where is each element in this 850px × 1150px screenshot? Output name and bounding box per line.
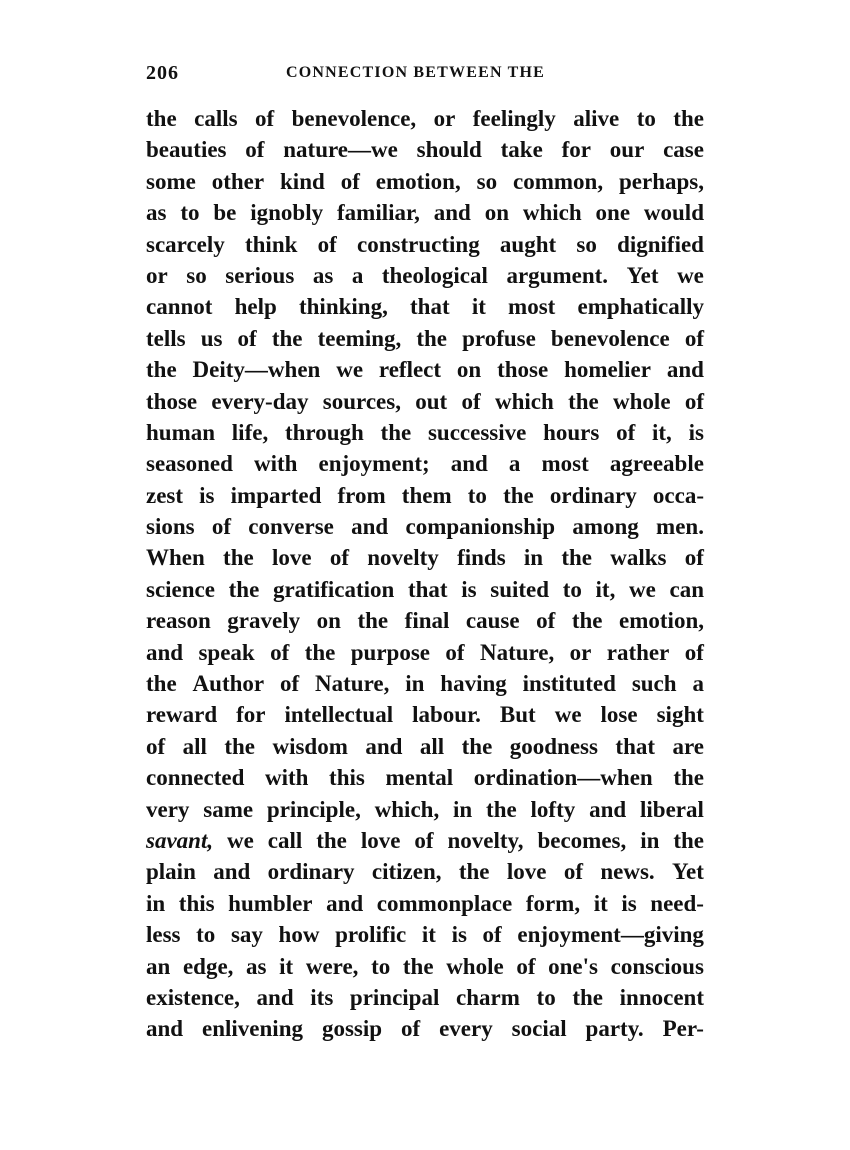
page-number: 206: [146, 62, 179, 84]
text-line: sions of converse and companionship among men.: [146, 514, 704, 540]
text-line: the Deity—when we reflect on those homelier and: [146, 357, 704, 383]
body-text: [146, 103, 704, 1045]
text-line: savant, we call the love of novelty, becomes, in the: [146, 827, 704, 853]
text-line: and speak of the purpose of Nature, or rather of: [146, 639, 704, 665]
page-header: [146, 62, 566, 90]
text-line: zest is imparted from them to the ordinary occa-: [146, 482, 704, 508]
text-line: in this humbler and commonplace form, it is need-: [146, 890, 704, 916]
text-line: less to say how prolific it is of enjoyment—giving: [146, 922, 704, 948]
text-line: the calls of benevolence, or feelingly alive to the: [146, 106, 704, 131]
text-line: plain and ordinary citizen, the love of news. Yet: [146, 859, 704, 885]
text-line: cannot help thinking, that it most emphatically: [146, 294, 704, 320]
text-line: connected with this mental ordination—when the: [146, 765, 704, 791]
running-head: CONNECTION BETWEEN THE: [286, 64, 546, 81]
text-line: beauties of nature—we should take for our case: [146, 137, 704, 163]
text-line: reason gravely on the final cause of the emotion,: [146, 608, 704, 634]
text-line: those every-day sources, out of which the whole of: [146, 388, 704, 414]
text-line: When the love of novelty finds in the walks of: [146, 545, 704, 571]
text-line: of all the wisdom and all the goodness that are: [146, 733, 704, 759]
text-line: very same principle, which, in the lofty and liberal: [146, 796, 704, 822]
text-line: seasoned with enjoyment; and a most agreeable: [146, 451, 704, 477]
text-line: existence, and its principal charm to the innocent: [146, 984, 704, 1010]
text-line: or so serious as a theological argument. Yet we: [146, 262, 704, 288]
text-line: scarcely think of constructing aught so dignified: [146, 231, 704, 257]
text-line: an edge, as it were, to the whole of one's conscious: [146, 953, 704, 979]
text-line: tells us of the teeming, the profuse benevolence of: [146, 325, 704, 351]
text-line: as to be ignobly familiar, and on which one would: [146, 200, 704, 226]
text-line: some other kind of emotion, so common, perhaps,: [146, 168, 704, 194]
text-line: and enlivening gossip of every social party. Per-: [146, 1016, 704, 1042]
text-line: human life, through the successive hours of it, is: [146, 419, 704, 445]
text-line: science the gratification that is suited to it, we can: [146, 576, 704, 602]
text-line: reward for intellectual labour. But we lose sight: [146, 702, 704, 728]
text-line: the Author of Nature, in having instituted such a: [146, 671, 704, 697]
